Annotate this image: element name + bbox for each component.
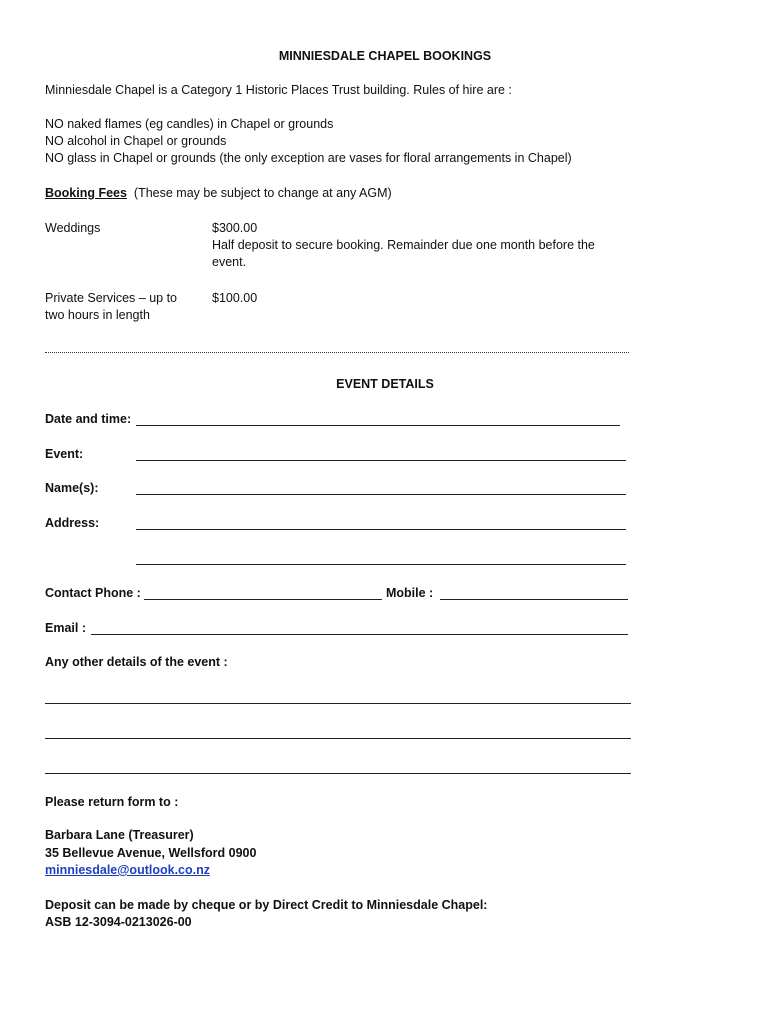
names-label: Name(s):	[45, 481, 99, 495]
deposit-info: Deposit can be made by cheque or by Direct Credit to Minniesdale Chapel:	[45, 898, 488, 912]
event-field[interactable]	[136, 460, 626, 461]
return-heading: Please return form to :	[45, 795, 179, 809]
email-field[interactable]	[91, 634, 628, 635]
fee-weddings-price: $300.00	[212, 221, 258, 235]
address-label: Address:	[45, 516, 100, 530]
rule-no-flames: NO naked flames (eg candles) in Chapel or grounds	[45, 117, 334, 131]
event-label: Event:	[45, 447, 84, 461]
fee-weddings-detail: Half deposit to secure booking. Remainder due one month before the event.	[212, 238, 595, 269]
booking-fees-note: (These may be subject to change at any AGM)	[133, 186, 392, 200]
page-title: MINNIESDALE CHAPEL BOOKINGS	[278, 49, 492, 63]
intro-text: Minniesdale Chapel is a Category 1 Historic Places Trust building. Rules of hire are :	[45, 83, 512, 97]
fee-weddings-label: Weddings	[45, 221, 101, 235]
return-address: 35 Bellevue Avenue, Wellsford 0900	[45, 846, 257, 860]
other-details-label: Any other details of the event :	[45, 655, 228, 669]
rule-no-alcohol: NO alcohol in Chapel or grounds	[45, 134, 227, 148]
booking-fees-heading: Booking Fees	[45, 186, 127, 200]
section-divider	[45, 352, 629, 353]
other-details-line-2[interactable]	[45, 738, 631, 739]
rule-no-glass: NO glass in Chapel or grounds (the only exception are vases for floral arrangements in Chapel)	[45, 151, 572, 165]
contact-phone-label: Contact Phone :	[45, 586, 141, 600]
mobile-label: Mobile :	[386, 586, 434, 600]
email-label: Email :	[45, 621, 86, 635]
date-time-label: Date and time:	[45, 412, 132, 426]
other-details-line-1[interactable]	[45, 703, 631, 704]
event-details-heading: EVENT DETAILS	[336, 377, 434, 391]
names-field[interactable]	[136, 494, 626, 495]
return-email-link[interactable]: minniesdale@outlook.co.nz	[45, 863, 210, 877]
return-name: Barbara Lane (Treasurer)	[45, 828, 194, 842]
mobile-field[interactable]	[440, 599, 628, 600]
deposit-account: ASB 12-3094-0213026-00	[45, 915, 192, 929]
other-details-line-3[interactable]	[45, 773, 631, 774]
date-time-field[interactable]	[136, 425, 620, 426]
address-field-line-2[interactable]	[136, 564, 626, 565]
booking-fees-heading-row	[45, 185, 392, 202]
fee-private-services-label: Private Services – up to two hours in length	[45, 291, 178, 322]
contact-phone-field[interactable]	[144, 599, 382, 600]
address-field-line-1[interactable]	[136, 529, 626, 530]
fee-private-services-price: $100.00	[212, 291, 258, 305]
